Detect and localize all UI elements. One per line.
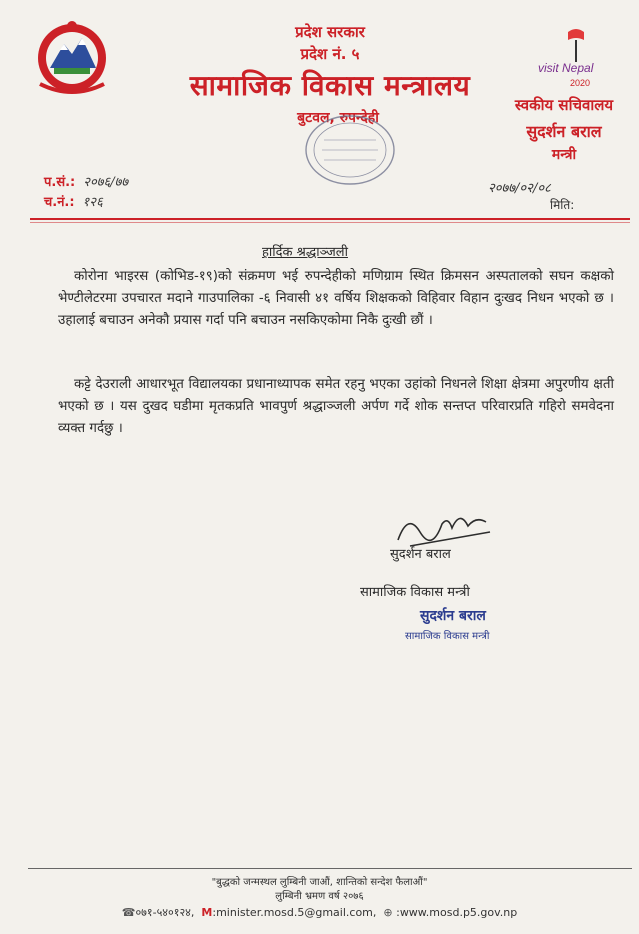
reference-cn — [44, 192, 103, 210]
footer-phone: ०७१-५४०१२४, — [135, 906, 195, 919]
signatory-title: सामाजिक विकास मन्त्री — [360, 585, 470, 600]
footer-email[interactable]: minister.mosd.5@gmail.com, — [216, 906, 377, 919]
visit-nepal-logo-icon — [532, 28, 618, 92]
stamp-name: सुदर्शन बराल — [420, 608, 486, 624]
ps-value: २०७६/७७ — [83, 175, 129, 190]
letter-subject: हार्दिक श्रद्धाञ्जली — [262, 245, 348, 260]
province-line: प्रदेश नं. ५ — [300, 45, 360, 63]
ministry-title: सामाजिक विकास मन्त्रालय — [189, 69, 471, 102]
visit-logo-text: visit Nepal — [538, 61, 594, 75]
place-line: बुटवल, रुपन्देही — [297, 110, 379, 126]
date-label: मिति: — [550, 198, 575, 212]
footer-contacts: ☎०७१-५४०१२४, M:minister.mosd.5@gmail.com, ⊕ :www.mosd.p5.gov.np — [121, 906, 518, 919]
cn-label: च.नं.: — [44, 195, 75, 210]
visit-logo-year: 2020 — [570, 78, 591, 88]
stamp-title: सामाजिक विकास मन्त्री — [405, 631, 490, 642]
footer-year-line: लुम्बिनी भ्रमण वर्ष २०७६ — [275, 891, 364, 902]
header-divider-secondary — [30, 222, 630, 223]
government-emblem-icon — [26, 14, 118, 100]
ps-label: प.सं.: — [44, 175, 76, 190]
email-icon: M — [201, 906, 213, 919]
paragraph-condolence-1: कोरोना भाइरस (कोभिड-१९)को संक्रमण भई रुपन्देहीको मणिग्राम स्थित क्रिमसन अस्पतालको सघन कक्षको भेण्टीलेटरमा उपचारत मदाने गाउपालिका -६ निवासी ४१ वर्षिय शिक्षकको विहिवार विहान दुःखद निधन भएको छ । उहालाई बचाउन अनेकौ प्रयास गर्दा पनि बचाउन नसकिएकोमा निकै दुःखी छौं । — [58, 269, 614, 328]
header-divider — [30, 218, 630, 220]
cn-value: १२६ — [82, 195, 103, 210]
office-stamp-icon — [300, 110, 400, 190]
government-line: प्रदेश सरकार — [295, 23, 365, 41]
footer-website[interactable]: www.mosd.p5.gov.np — [399, 906, 518, 919]
signatory-name: सुदर्शन बराल — [390, 547, 451, 562]
paragraph-condolence-2: कट्टे देउराली आधारभूत विद्यालयका प्रधानाध्यापक समेत रहनु भएका उहांको निधनले शिक्षा क्षेत्रमा अपुरणीय क्षती भएको छ । यस दुखद घडीमा मृतकप्रति भावपुर्ण श्रद्धाञ्जली अर्पण गर्दे शोक सन्तप्त परिवारप्रति गहिरो समवेदना व्यक्त गर्दछु । — [58, 377, 614, 436]
minister-name-header: सुदर्शन बराल — [526, 122, 602, 141]
footer-divider — [28, 868, 632, 869]
globe-icon: ⊕ — [383, 906, 393, 919]
minister-title-header: मन्त्री — [551, 147, 577, 163]
footer-slogan: "बुद्धको जन्मस्थल लुम्बिनी जाऔं, शान्तिको सन्देश फैलाऔं" — [211, 877, 428, 888]
reference-ps — [44, 172, 128, 190]
phone-icon: ☎ — [121, 906, 136, 919]
letter-date: २०७७/०२/०८ — [488, 181, 551, 196]
private-secretariat: स्वकीय सचिवालय — [514, 96, 614, 114]
